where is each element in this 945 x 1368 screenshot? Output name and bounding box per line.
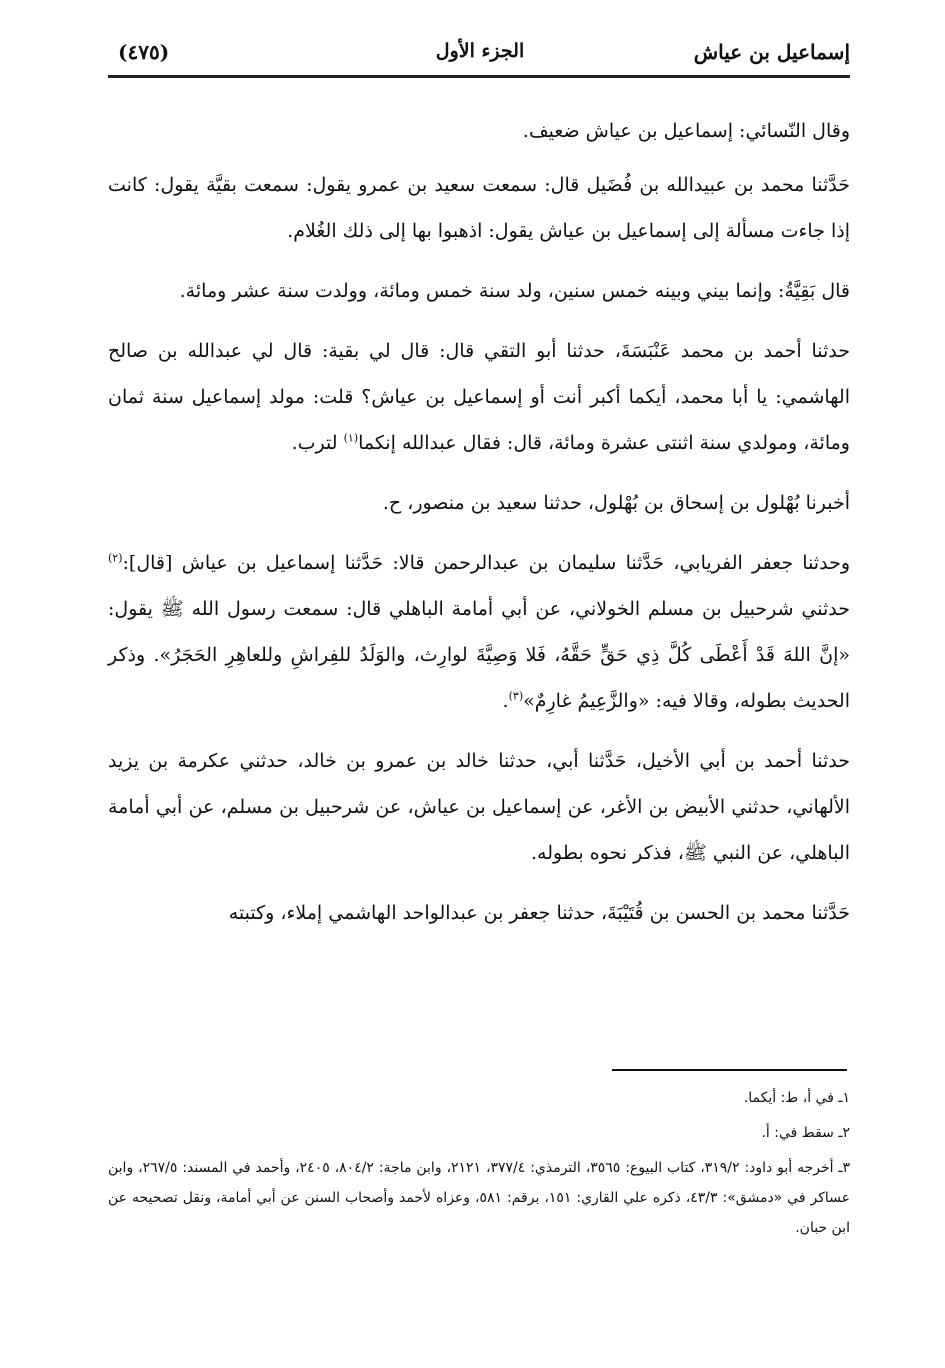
paragraph-text: وحدثنا جعفر الفريابي، حَدَّثنا سليمان بن عبدالرحمن قالا: حَدَّثنا إسماعيل بن عياش [قال]: xyxy=(122,552,850,574)
paragraph: حَدَّثنا محمد بن عبيدالله بن فُضَيل قال: سمعت سعيد بن عمرو يقول: سمعت بقيَّة يقول: كانت إذا جاءت مسألة إلى إسماعيل بن عياش يقول: اذهبوا بها إلى ذلك الغُلام. xyxy=(108,174,850,242)
paragraph: حدثنا أحمد بن أبي الأخيل، حَدَّثنا أبي، حدثنا خالد بن عمرو بن خالد، حدثني عكرمة بن يزيد الألهاني، حدثني الأبيض بن الأغر، عن إسماعيل بن عياش، عن شرحبيل بن مسلم، عن أبي أمامة الباهلي، عن النبي ﷺ، فذكر نحوه بطوله. xyxy=(108,750,850,864)
footnote-ref: (٢) xyxy=(108,551,123,565)
running-title: إسماعيل بن عياش xyxy=(693,40,850,64)
paragraph xyxy=(108,328,850,466)
paragraph-text: . xyxy=(502,690,509,712)
footnote-ref: (١) xyxy=(343,431,359,445)
footnote: ٢ـ سقط في: أ. xyxy=(761,1125,850,1141)
footnote-ref: (٣) xyxy=(508,689,524,703)
footnote: ٣ـ أخرجه أبو داود: ٣١٩/٢، كتاب البيوع: ٣٥٦٥، الترمذي: ٣٧٧/٤، ٢١٢١، وابن ماجة: ٨٠٤/٢، ٢٤٠٥، وأحمد في المسند: ٢٦٧/٥، وابن عساكر في «دمشق»: ٤٣/٣، ذكره علي القاري: ١٥١، برقم: ٥٨١، وعزاه لأحمد وأصحاب السنن عن أبي أمامة، ونقل تصحيحه عن ابن حبان. xyxy=(108,1160,851,1236)
header-rule xyxy=(108,75,850,78)
paragraph: وقال النّسائي: إسماعيل بن عياش ضعيف. xyxy=(522,120,850,142)
paragraph: حَدَّثنا محمد بن الحسن بن قُتَيْبَةَ، حدثنا جعفر بن عبدالواحد الهاشمي إملاء، وكتبته xyxy=(228,902,850,924)
footnote-rule xyxy=(612,1069,847,1071)
paragraph xyxy=(108,540,850,724)
volume-title: الجزء الأول xyxy=(435,40,525,62)
footnotes xyxy=(108,1083,850,1248)
paragraph-text: حدثنا أحمد بن محمد عَنْبَسَةَ، حدثنا أبو التقي قال: قال لي بقية: قال لي عبدالله بن صالح الهاشمي: يا أبا محمد، أيكما أكبر أنت أو إسماعيل بن عياش؟ قلت: مولد إسماعيل سنة ثمان ومائة، ومولدي سنة اثنتى عشرة ومائة، قال: فقال عبدالله إنكما xyxy=(108,340,850,454)
paragraph: أخبرنا بُهْلول بن إسحاق بن بُهْلول، حدثنا سعيد بن منصور، ح. xyxy=(382,492,850,514)
footnote: ١ـ في أ، ط: أيكما. xyxy=(743,1090,850,1106)
paragraph-text: حدثني شرحبيل بن مسلم الخولاني، عن أبي أمامة الباهلي قال: سمعت رسول الله ﷺ يقول: «إنَّ اللهَ قَدْ أَعْطَى كُلَّ ذِي حَقٍّ حَقَّهُ، فَلا وَصِيَّةَ لوارِث، والوَلَدُ للفِراشِ وللعاهِرِ الحَجَرُ». وذكر الحديث بطوله، وقالا فيه: «والزَّعِيمُ غارِمٌ» xyxy=(108,598,850,712)
paragraph-text: لترب. xyxy=(291,432,344,454)
paragraph: قال بَقِيَّةُ: وإنما بيني وبينه خمس سنين، ولد سنة خمس ومائة، وولدت سنة عشر ومائة. xyxy=(179,280,850,302)
page-number: (٤٧٥) xyxy=(118,40,170,64)
main-text xyxy=(108,108,850,950)
